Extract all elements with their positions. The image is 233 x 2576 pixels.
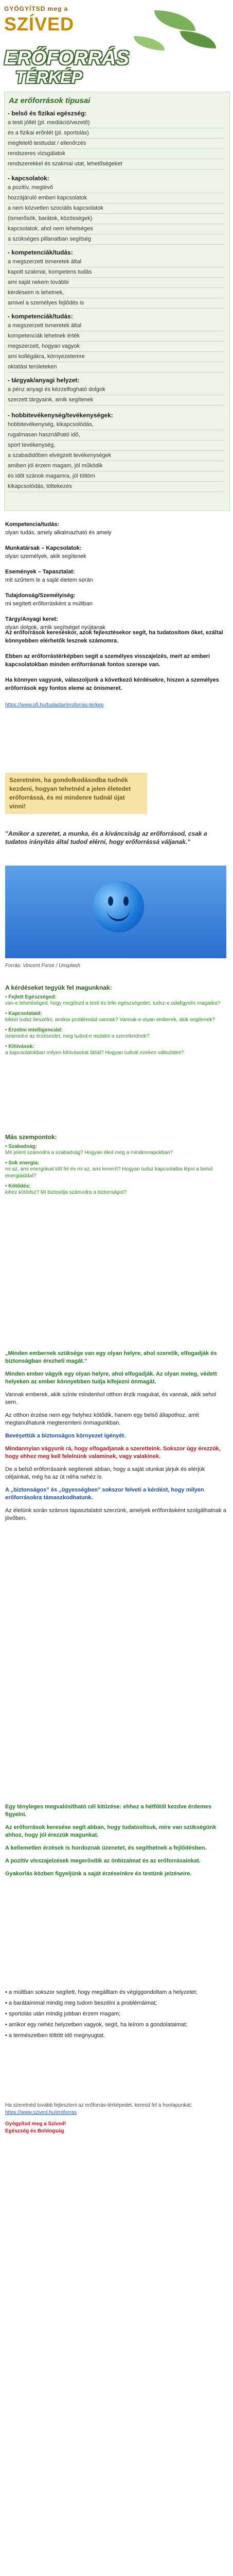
- item-text: van-e lehetőséged, hogy megőrizd a testi és lelki egészségedet, tudsz-e odafigyelni magadra?: [5, 1001, 221, 1006]
- quote-text: "Amikor a szeretet, a munka, és a kiváncsiság az erőforrásod, csak a tudatos irányítás által tudod elérni, hogy erőforrássá váljanak.": [5, 830, 207, 845]
- branch-line: a megszerzett ismeretek által: [8, 257, 224, 267]
- footer-text: Ha szeretnéd tovább fejleszteni az erőforrás-térképedet, keresd fel a honlapunkat:: [5, 2103, 192, 2108]
- smiley-balloon-icon: [93, 881, 144, 933]
- chapter-title: A kérdéseket tegyük fel magunknak:: [5, 984, 112, 991]
- resource-map: [4, 92, 230, 511]
- branch-line: a szükséges pillanatban segítség: [8, 234, 224, 245]
- map-branch: [8, 110, 224, 170]
- map-branch: [8, 412, 224, 492]
- branch-title: - tárgyak/anyagi helyzet:: [8, 377, 80, 384]
- bullet-list: [5, 1989, 226, 2043]
- point: Az erőforrások keresése segít abban, hogy tudatosítsuk, mire van szükségünk ahhoz, hogy jól érezzük magunkat.: [5, 1824, 217, 1838]
- item-label: • Fejlett Egészséged:: [5, 994, 57, 1000]
- branch-line: kapcsolatok, ahol nem lehetséges: [8, 224, 224, 234]
- branch-line: a szabadidőben elvégzett tevékenységek: [8, 451, 224, 461]
- branch-line: kérdéseim is lehetnek,: [8, 288, 224, 298]
- definition-text: olyan személyek, akik segítenek: [5, 553, 86, 560]
- chapter-other: [5, 1133, 226, 1200]
- map-branch: [8, 377, 224, 405]
- point: A pozitív visszajelzések megerősítik az önbizalmat és az erőforrásainkat.: [5, 1858, 201, 1864]
- notice-box: Szeretném, ha gondolkodásodba tudnék kezdeni, hogyan tehetnéd a jelen életedet erőforrássá, és mi mindenre tudnál újat vinni!: [5, 773, 147, 814]
- branch-line: a testi jóllét (pl. mediáció/vezető): [8, 118, 224, 128]
- definition-text: mit szűrtem le a saját életem során: [5, 577, 93, 583]
- paragraph: Vannak emberek, akik szinte mindenhol otthon érzik magukat, és vannak, akik sehol sem.: [5, 1392, 217, 1405]
- hero-image: [5, 866, 226, 958]
- footer-sign: Gyógyítsd meg a Szíved!: [5, 2121, 66, 2127]
- definition-label: Események – Tapasztalat:: [5, 569, 75, 575]
- branch-line: szerzett tárgyaink, amik segítenek: [8, 395, 224, 405]
- item-label: • Érzelmi intelligenciád:: [5, 1027, 63, 1033]
- branch-line: a pénz anyagi és kézzelfogható dolgok: [8, 385, 224, 395]
- branch-line: rendszeres vizsgálatok: [8, 149, 224, 159]
- item-text: kikkel tudsz beszélni, amikor problémáid vannak? Vannak-e olyan emberek, akik segítenek?: [5, 1017, 215, 1023]
- list-item: [5, 1183, 226, 1196]
- definition-label: Tulajdonság/Személyiség:: [5, 592, 76, 599]
- eye-icon: [123, 896, 129, 906]
- item-label: • Sok energia:: [5, 1160, 40, 1166]
- eye-icon: [108, 896, 113, 906]
- item-text: kihez kötődsz? Mi biztosítja számodra a biztonságot?: [5, 1190, 127, 1195]
- point: A kellemetlen érzések is hordoznak üzenetet, és segíthetnek a fejlődésben.: [5, 1845, 207, 1851]
- footer: [5, 2102, 226, 2135]
- aspect-list: [5, 1144, 226, 1196]
- paragraph: De a belső erőforrásaink segítenek abban, hogy a saját utunkat járjuk és elérjük céljainkat, még ha az út néha nehéz is.: [5, 1466, 205, 1480]
- bullet-item: • a múltban sokszor segített, hogy megálltam és végiggondoltam a helyzetet;: [5, 1989, 198, 1995]
- paragraph: Az életünk során számos tapasztalatot szerzünk, amelyek erőforrásként szolgálhatnak a jövőben.: [5, 1507, 226, 1521]
- definition-text: mi segített erőforrásként a múltban: [5, 601, 93, 607]
- branch-line: és időt szánok magamra, jól töltöm: [8, 471, 224, 482]
- branch-line: a nem közvetlen szociális kapcsolatok: [8, 204, 224, 214]
- body-section: [5, 1350, 226, 1528]
- branch-line: amiben jól érzem magam, jól működik: [8, 461, 224, 471]
- paragraph: Mindannyian vágyunk rá, hogy elfogadjanak a szeretteink. Sokszor úgy érezzük, hogy ehhez meg kell felelnünk valaminek, vagy valakinek.: [5, 1446, 221, 1460]
- map-branch: [8, 175, 224, 245]
- point: Gyakorlás közben figyeljünk a saját érzéseinkre és testünk jelzéseire.: [5, 1871, 192, 1877]
- branch-line: ami kollégákra, környezetemre: [8, 352, 224, 362]
- point: Egy tényleges megvalósítható cél kitűzése: ehhez a hétfőtől kezdve érdemes figyelni.: [5, 1804, 212, 1818]
- branch-title: - hobbitevékenység/tevékenységek:: [8, 412, 113, 419]
- branch-title: - kompetenciák/tudás:: [8, 249, 73, 256]
- branch-line: a pozitív, meglévő: [8, 183, 224, 193]
- footer-link[interactable]: https://www.szived.hu/eroforras: [5, 2110, 77, 2115]
- branch-line: a megszerzett ismeretek által: [8, 321, 224, 331]
- branch-line: és a fizikai erőnlét (pl. sportolás): [8, 128, 224, 139]
- definition-label: Tárgy/Anyagi keret:: [5, 616, 58, 622]
- item-label: • Kötődés:: [5, 1183, 31, 1189]
- definition-item: [5, 591, 228, 608]
- branch-line: kapott szakmai, kompetens tudás: [8, 267, 224, 278]
- bullet-item: • a természetben töltött idő megnyugtat.: [5, 2032, 105, 2039]
- bullet-item: • a barátaimmal mindig meg tudom beszélni a problémáimat;: [5, 2000, 157, 2006]
- list-item: [5, 1011, 226, 1023]
- highlight-paragraph: Az erőforrások kereséskor, azok fejlesztésekor segít, ha tudatosítom őket, ezáltal könnyebben elérhetők lesznek számomra.: [5, 630, 223, 644]
- item-text: mi az, ami energiával tölt fel és mi az, ami lemerít? Hogyan tudsz kapcsolatba lépni a belső energiáiddal?: [5, 1166, 213, 1179]
- brand-kicker: GYÓGYÍTSD meg a: [4, 5, 68, 12]
- brand-logo: SZÍVED: [4, 13, 75, 35]
- paragraph: Bevéşettük a biztonságos környezet igényét.: [5, 1433, 126, 1439]
- branch-line: (ismerősök, barátok, közösségek): [8, 214, 224, 224]
- paragraph: A „biztonságos” és „ügyességben” sokszor felveti a kérdést, hogy milyen erőforrásokra támaszkodhatunk.: [5, 1487, 204, 1501]
- definition-item: [5, 544, 228, 561]
- branch-line: rugalmasan használható idő,: [8, 430, 224, 440]
- branch-line: rendszerekkel és szakmai utat, lehetőségeket: [8, 159, 224, 170]
- green-points: [5, 1803, 226, 1883]
- list-item: [5, 1027, 226, 1040]
- branch-line: hobbitevékenység, kikapcsolódás,: [8, 420, 224, 430]
- definition-text: olyan tudás, amely alkalmazható és amely: [5, 530, 112, 536]
- leaf-decoration-icon: [180, 31, 216, 48]
- footer-sign-sub: Egészség és Boldogság: [5, 2128, 64, 2134]
- item-label: • Kapcsolataid:: [5, 1011, 42, 1016]
- item-text: Mit jelent számodra a szabadság? Hogyan éled meg a mindennapokban?: [5, 1150, 173, 1156]
- highlights-block: [5, 629, 228, 709]
- map-heading: Az erőforrások típusai: [9, 96, 91, 105]
- branch-line: ami saját nekem további: [8, 278, 224, 288]
- list-item: [5, 1144, 226, 1156]
- definitions-block: [5, 520, 228, 639]
- item-text: ismered-e az érzéseidet, meg tudod-e mutatni a szeretteidnek?: [5, 1033, 150, 1039]
- branch-line: amivel a személyes fejlődés is: [8, 298, 224, 309]
- mouth-icon: [107, 908, 130, 921]
- item-label: • Szabadság:: [5, 1144, 37, 1149]
- map-branch: [8, 313, 224, 372]
- definition-label: Munkatársak – Kapcsolatok:: [5, 545, 82, 551]
- image-caption: Forrás: Vincent Forse / Unsplash: [5, 963, 80, 969]
- highlight-paragraph: Ha könnyen vagyunk, válaszoljunk a következő kérdésekre, hiszen a személyes erőforrások egy fontos eleme az önismeret.: [5, 677, 219, 691]
- item-label: • Kihívások:: [5, 1044, 34, 1049]
- definition-item: [5, 520, 228, 537]
- item-text: a kapcsolatokban milyen kihívásokat láttál? Hogyan tudnál ezeken változtatni?: [5, 1050, 184, 1056]
- bullet-item: • sportolás után mindig jobban érzem magam;: [5, 2011, 120, 2017]
- branch-line: kompetenciák lehetnek érték: [8, 331, 224, 342]
- list-item: [5, 1044, 226, 1056]
- paragraph: „Minden embernek szüksége van egy olyan helyre, ahol szeretik, elfogadják és biztonságban érezheti magát.”: [5, 1350, 217, 1364]
- page-title-line2: TÉRKÉP: [15, 68, 82, 87]
- header-banner: [0, 0, 233, 88]
- definition-label: Kompetencia/tudás:: [5, 521, 60, 528]
- list-item: [5, 1160, 226, 1179]
- page-title-line1: ERŐFORRÁS: [4, 47, 129, 69]
- branch-line: megszerzett, hogyan vagyok: [8, 342, 224, 352]
- leaf-decoration-icon: [154, 10, 195, 31]
- resource-link[interactable]: https://www.ofi.hu/tudastar/eroforras-terkep: [5, 702, 104, 708]
- map-branch: [8, 249, 224, 309]
- branch-line: kikapcsolódás, töltekezés: [8, 482, 224, 492]
- paragraph: Minden ember vágyik egy olyan helyre, ahol elfogadják. Az olyan meleg, védett helyeken az ember könnyebben tudja kifejezni önmagát.: [5, 1371, 217, 1385]
- question-list: [5, 994, 226, 1056]
- branch-title: - kapcsolatok:: [8, 175, 49, 182]
- definition-text: olyan dolgok, amik segítséget nyújtanak: [5, 624, 106, 631]
- branch-line: megfelelő testtudat / ellenőrzés: [8, 139, 224, 149]
- branch-line: hozzájáruló emberi kapcsolatok: [8, 193, 224, 204]
- branch-line: oktatási területeken: [8, 362, 224, 372]
- chapter-title: Más szempontok:: [5, 1133, 57, 1141]
- branch-title: - kompetenciák/tudás:: [8, 313, 73, 320]
- definition-item: [5, 568, 228, 584]
- branch-line: sport tevékenység,: [8, 440, 224, 451]
- chapter-questions: [5, 984, 226, 1060]
- paragraph: Az otthon érzése nem egy helyhez kötődik, hanem egy belső állapothoz, amit megtanulhatunk megteremteni önmagunkban.: [5, 1412, 199, 1426]
- leaf-decoration-icon: [134, 36, 165, 50]
- bullet-item: • amikor egy nehéz helyzetben vagyok, segít, ha leírom a gondolataimat;: [5, 2022, 188, 2028]
- branch-title: - belső és fizikai egészség:: [8, 110, 87, 117]
- list-item: [5, 994, 226, 1007]
- highlight-paragraph: Ebben az erőforrástérképben segít a személyes visszajelzés, mert az emberi kapcsolatokban minden erőforrásnak fontos szerepe van.: [5, 653, 210, 668]
